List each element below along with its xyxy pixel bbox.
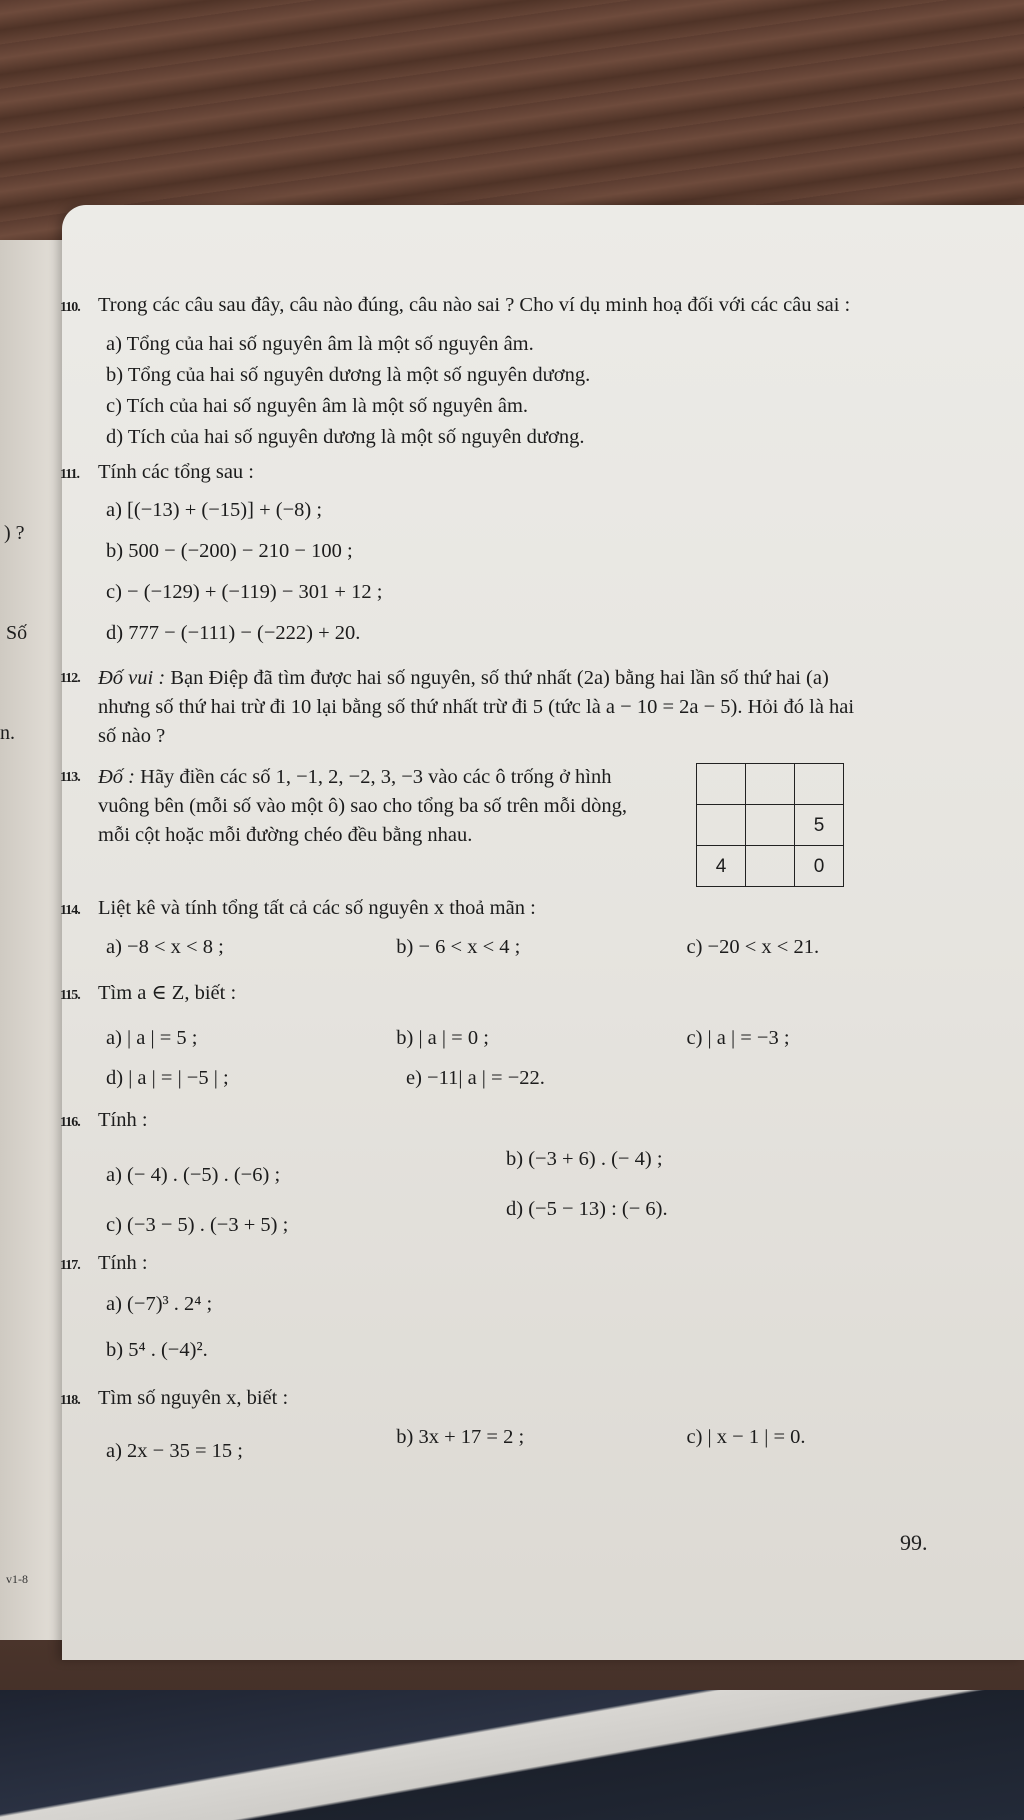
exercise-intro: Tính :: [98, 1109, 148, 1131]
exercise-number: 110.: [60, 300, 80, 315]
footer-code: v1-8: [6, 1572, 28, 1586]
page-content: [60, 290, 880, 1468]
item: b) 500 − (−200) − 210 − 100 ;: [106, 540, 353, 562]
exercise-111: [60, 457, 880, 654]
exercise-label: Đố :: [98, 766, 136, 788]
item: e) −11| a | = −22.: [406, 1067, 545, 1089]
exercise-117: [60, 1248, 880, 1373]
item: d) (−5 − 13) : (− 6).: [506, 1198, 668, 1220]
exercise-112: [60, 664, 880, 751]
item: b) 3x + 17 = 2 ;: [396, 1426, 525, 1448]
exercise-114: [60, 893, 880, 964]
item: d) Tích của hai số nguyên dương là một số nguyên dương.: [106, 426, 585, 448]
exercise-intro: Trong các câu sau đây, câu nào đúng, câu nào sai ? Cho ví dụ minh hoạ đối với các câu sai :: [98, 294, 851, 316]
exercise-number: 118.: [60, 1393, 80, 1408]
grid-cell: [746, 805, 795, 846]
exercise-110: [60, 290, 880, 453]
left-margin-fragment-3: n.: [0, 722, 15, 744]
item: c) (−3 − 5) . (−3 + 5) ;: [106, 1214, 289, 1236]
item: a) | a | = 5 ;: [106, 1027, 198, 1049]
grid-cell: 4: [697, 846, 746, 887]
exercise-113: [60, 763, 880, 887]
exercise-text: Hãy điền các số 1, −1, 2, −2, 3, −3 vào các ô trống ở hình vuông bên (mỗi số vào một ô) sao cho tổng ba số trên mỗi dòng, mỗi cột hoặc mỗi đường chéo đều bằng nhau.: [98, 766, 627, 846]
item: a) Tổng của hai số nguyên âm là một số nguyên âm.: [106, 333, 534, 355]
grid-cell: 0: [795, 846, 844, 887]
exercise-intro: Tìm số nguyên x, biết :: [98, 1387, 289, 1409]
magic-square-grid: [696, 763, 844, 887]
page-number: 99.: [900, 1530, 928, 1555]
exercise-number: 112.: [60, 671, 80, 686]
item: b) − 6 < x < 4 ;: [396, 936, 521, 958]
exercise-intro: Tính các tổng sau :: [98, 461, 254, 483]
item: a) (− 4) . (−5) . (−6) ;: [106, 1164, 281, 1186]
item: a) −8 < x < 8 ;: [106, 936, 224, 958]
exercise-intro: Tính :: [98, 1252, 148, 1274]
exercise-118: [60, 1383, 880, 1468]
item: c) | x − 1 | = 0.: [686, 1426, 806, 1448]
left-margin-fragment-2: Số: [6, 622, 28, 644]
item: c) | a | = −3 ;: [686, 1027, 790, 1049]
item: a) [(−13) + (−15)] + (−8) ;: [106, 499, 323, 521]
exercise-number: 114.: [60, 903, 80, 918]
exercise-number: 115.: [60, 988, 80, 1003]
grid-cell: [746, 846, 795, 887]
exercise-number: 111.: [60, 467, 79, 482]
exercise-116: [60, 1105, 880, 1242]
grid-cell: [746, 764, 795, 805]
grid-cell: 5: [795, 805, 844, 846]
exercise-intro: Liệt kê và tính tổng tất cả các số nguyên x thoả mãn :: [98, 897, 536, 919]
exercise-label: Đố vui :: [98, 667, 166, 689]
item: d) 777 − (−111) − (−222) + 20.: [106, 622, 361, 644]
item: b) Tổng của hai số nguyên dương là một số nguyên dương.: [106, 364, 591, 386]
exercise-intro: Tìm a ∈ Z, biết :: [98, 982, 237, 1004]
left-margin-fragment-1: ) ?: [4, 522, 25, 544]
item: b) (−3 + 6) . (− 4) ;: [506, 1148, 663, 1170]
grid-cell: [697, 805, 746, 846]
item: b) | a | = 0 ;: [396, 1027, 489, 1049]
item: d) | a | = | −5 | ;: [106, 1067, 229, 1089]
item: a) 2x − 35 = 15 ;: [106, 1440, 243, 1462]
item: c) −20 < x < 21.: [686, 936, 820, 958]
exercise-number: 116.: [60, 1115, 80, 1130]
exercise-number: 117.: [60, 1258, 80, 1273]
sleeve-shape: [0, 1690, 1024, 1820]
exercise-text: Bạn Điệp đã tìm được hai số nguyên, số thứ nhất (2a) bằng hai lần số thứ hai (a) nhưng số thứ hai trừ đi 10 lại bằng số thứ nhất trừ đi 5 (tức là a − 10 = 2a − 5). Hỏi đó là hai số nào ?: [98, 667, 855, 747]
item: a) (−7)³ . 2⁴ ;: [106, 1293, 213, 1315]
left-page-edge: [0, 240, 64, 1660]
grid-cell: [697, 764, 746, 805]
item: c) − (−129) + (−119) − 301 + 12 ;: [106, 581, 383, 603]
exercise-115: [60, 978, 880, 1095]
grid-cell: [795, 764, 844, 805]
item: c) Tích của hai số nguyên âm là một số nguyên âm.: [106, 395, 529, 417]
exercise-number: 113.: [60, 770, 80, 785]
item: b) 5⁴ . (−4)².: [106, 1339, 208, 1361]
